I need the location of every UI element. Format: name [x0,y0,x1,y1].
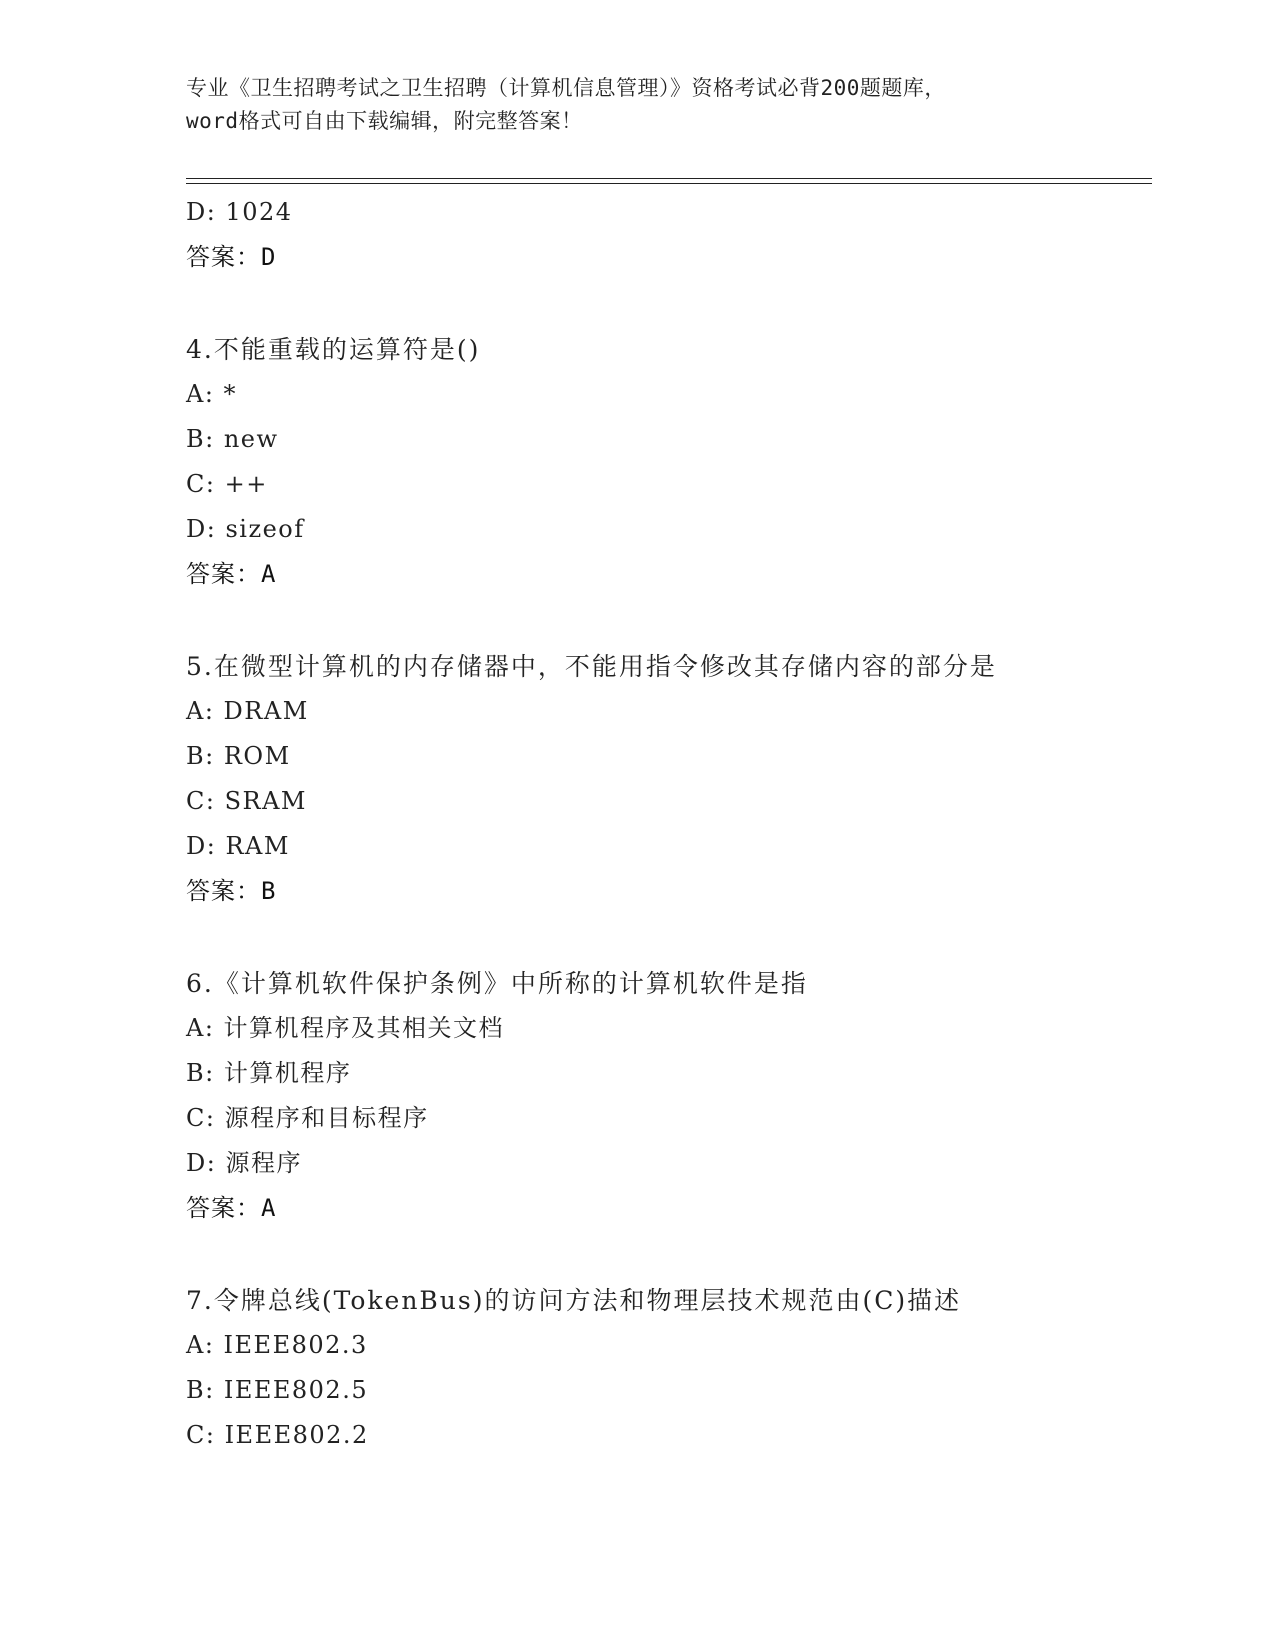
option-b: B: IEEE802.5 [186,1376,369,1404]
option-b: B: ROM [186,742,291,770]
question-stem-5: 5.在微型计算机的内存储器中，不能用指令修改其存储内容的部分是 [186,652,997,681]
option-a: A: * [186,380,238,408]
document-header [186,72,1086,138]
option-a: A: 计算机程序及其相关文档 [186,1014,505,1042]
header-divider-top [186,178,1152,179]
question-stem-7: 7.令牌总线(TokenBus)的访问方法和物理层技术规范由(C)描述 [186,1286,962,1315]
header-title-line-1: 专业《卫生招聘考试之卫生招聘（计算机信息管理）》资格考试必背200题题库， [186,76,946,100]
option-c: C: ++ [186,470,268,498]
option-c: C: IEEE802.2 [186,1421,369,1449]
option-d: D: 源程序 [186,1149,302,1177]
answer-line: 答案：B [186,877,277,905]
option-b: B: 计算机程序 [186,1059,352,1087]
option-a: A: IEEE802.3 [186,1331,368,1359]
option-d: D: 1024 [186,198,293,226]
option-a: A: DRAM [186,697,309,725]
question-stem-6: 6.《计算机软件保护条例》中所称的计算机软件是指 [186,969,808,998]
answer-line: 答案：A [186,560,277,588]
header-title-line-2: word格式可自由下载编辑，附完整答案！ [186,109,583,133]
option-d: D: RAM [186,832,290,860]
option-c: C: SRAM [186,787,307,815]
document-body [186,190,1146,1458]
answer-line: 答案：A [186,1194,277,1222]
option-b: B: new [186,425,279,453]
header-divider-bottom [186,183,1152,184]
question-stem-4: 4.不能重载的运算符是() [186,335,481,364]
option-d: D: sizeof [186,515,305,543]
option-c: C: 源程序和目标程序 [186,1104,429,1132]
answer-line: 答案：D [186,243,277,271]
